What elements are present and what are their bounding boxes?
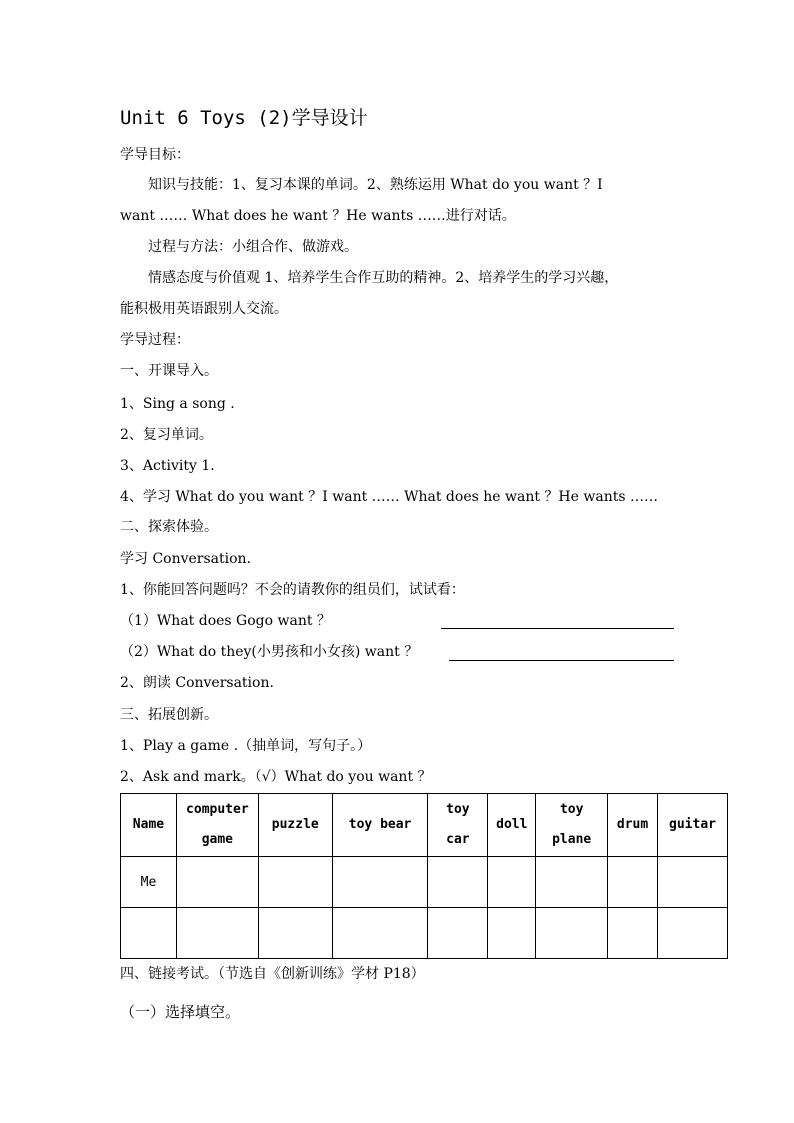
header-puzzle: puzzle [258,794,332,857]
header-toy-car: toy car [428,794,488,857]
table-cell[interactable] [176,908,258,959]
header-toy-plane: toy plane [536,794,608,857]
table-cell[interactable] [121,908,177,959]
header-name: Name [121,794,177,857]
table-cell[interactable] [488,857,536,908]
document-title: Unit 6 Toys (2)学导设计 [120,107,368,129]
process-heading: 学导过程： [120,332,190,348]
table-cell[interactable] [608,857,658,908]
row-name-me: Me [121,857,177,908]
section-1-heading: 一、开课导入。 [120,363,218,379]
answer-blank-1[interactable] [441,614,674,629]
question-1: （1）What does Gogo want ？ [120,613,331,629]
header-drum: drum [608,794,658,857]
section-3-heading: 三、拓展创新。 [120,707,218,723]
table-cell[interactable] [658,908,728,959]
section-2-question-intro: 1、你能回答问题吗？不会的请教你的组员们，试试看： [120,582,465,598]
table-cell[interactable] [608,908,658,959]
section-3-ask: 2、Ask and mark。（√）What do you want ？ [120,769,432,785]
section-1-item-1: 1、Sing a song . [120,396,235,412]
section-3-game: 1、Play a game .（抽单词，写句子。） [120,738,372,754]
table-cell[interactable] [488,908,536,959]
table-cell[interactable] [258,908,332,959]
table-row [121,908,728,959]
objective-attitude-line2: 能积极用英语跟别人交流。 [120,301,288,317]
table-cell[interactable] [428,857,488,908]
table-header-row [121,794,728,857]
table-cell[interactable] [536,857,608,908]
section-4-heading: 四、链接考试。（节选自《创新训练》学材 P18） [120,966,425,982]
objective-knowledge-line1: 知识与技能：1、复习本课的单词。2、熟练运用 What do you want ？I [148,177,603,193]
objective-attitude-line1: 情感态度与价值观 1、培养学生合作互助的精神。2、培养学生的学习兴趣， [148,270,619,286]
table-cell[interactable] [658,857,728,908]
answer-blank-2[interactable] [449,646,674,661]
section-1-item-2: 2、复习单词。 [120,427,213,443]
table-cell[interactable] [332,857,428,908]
section-2-learn: 学习 Conversation. [120,551,252,567]
table-cell[interactable] [176,857,258,908]
header-guitar: guitar [658,794,728,857]
objective-knowledge-line2: want …… What does he want ？He wants ……进行对话。 [120,208,516,224]
section-2-heading: 二、探索体验。 [120,519,218,535]
objectives-heading: 学导目标： [120,147,190,163]
table-cell[interactable] [428,908,488,959]
header-computer-game: computer game [176,794,258,857]
objective-process: 过程与方法：小组合作、做游戏。 [148,239,358,255]
survey-table [120,793,728,959]
section-1-item-3: 3、Activity 1. [120,458,215,474]
table-cell[interactable] [258,857,332,908]
section-4-sub: （一）选择填空。 [120,1003,241,1021]
table-row [121,857,728,908]
table-cell[interactable] [332,908,428,959]
section-1-item-4: 4、学习 What do you want ？I want …… What does he want ？He wants …… [120,489,658,505]
header-doll: doll [488,794,536,857]
section-2-read: 2、朗读 Conversation. [120,675,274,691]
header-toy-bear: toy bear [332,794,428,857]
question-2: （2）What do they(小男孩和小女孩) want ？ [120,644,419,660]
table-cell[interactable] [536,908,608,959]
